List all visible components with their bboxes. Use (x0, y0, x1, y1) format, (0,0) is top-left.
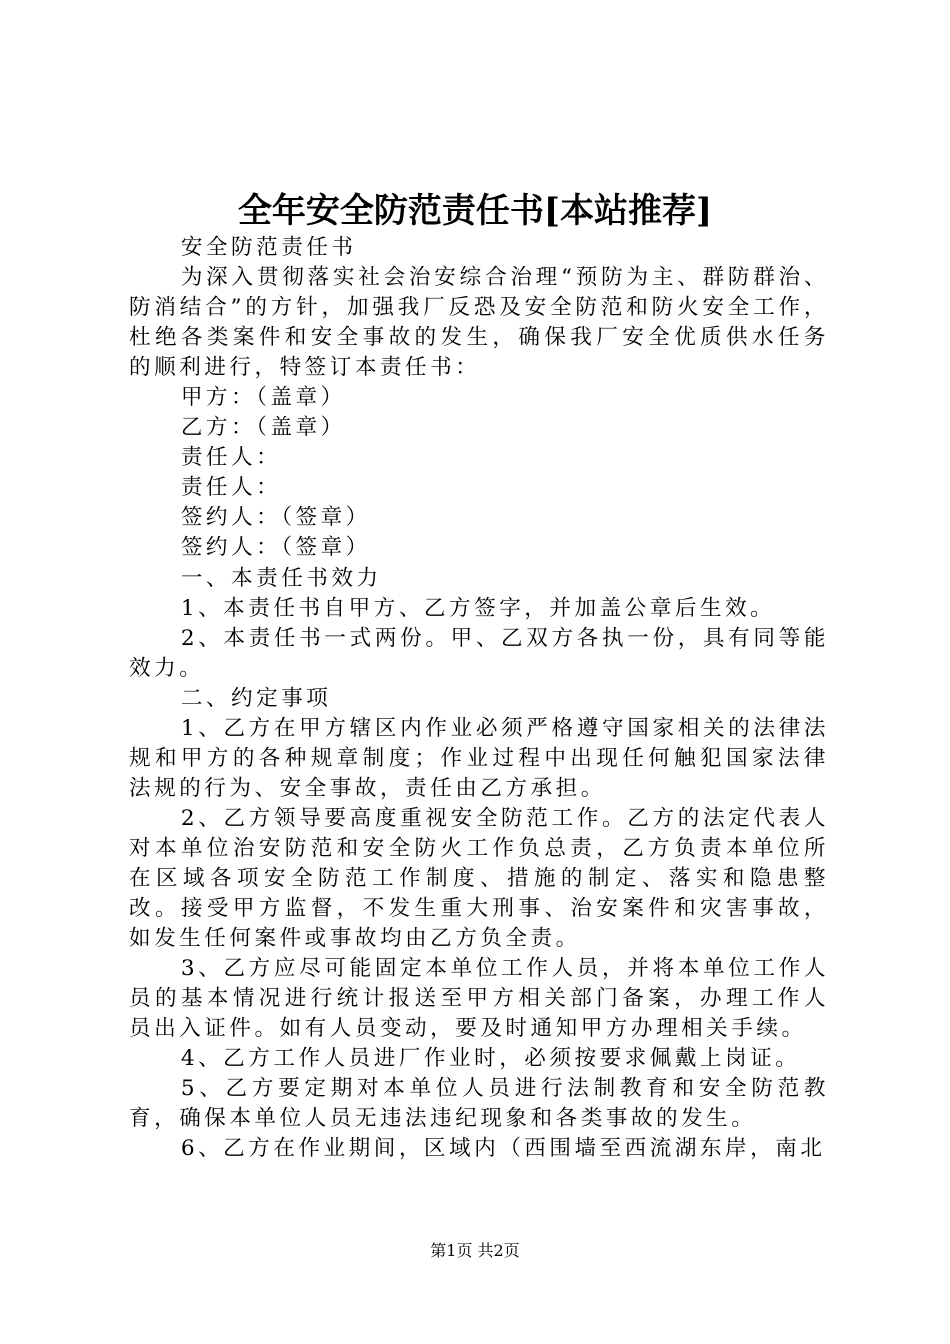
paragraph: 3、乙方应尽可能固定本单位工作人员，并将本单位工作人员的基本情况进行统计报送至甲方相关部门备案，办理工作人员出入证件。如有人员变动，要及时通知甲方办理相关手续。 (129, 956, 829, 1042)
paragraph: 安全防范责任书 (180, 235, 357, 260)
document-title: 全年安全防范责任书[本站推荐] (237, 191, 713, 231)
paragraph: 一、本责任书效力 (180, 565, 382, 591)
paragraph: 2、本责任书一式两份。甲、乙双方各执一份，具有同等能效力。 (129, 625, 829, 681)
paragraph: 6、乙方在作业期间，区域内（西围墙至西流湖东岸，南北 (180, 1136, 826, 1162)
paragraph: 2、乙方领导要高度重视安全防范工作。乙方的法定代表人对本单位治安防范和安全防火工作负总责，乙方负责本单位所在区域各项安全防范工作制度、措施的制定、落实和隐患整改。接受甲方监督，不发生重大刑事、治安案件和灾害事故，如发生任何案件或事故均由乙方负全责。 (129, 805, 829, 952)
paragraph: 责任人： (180, 445, 282, 471)
paragraph: 为深入贯彻落实社会治安综合治理“预防为主、群防群治、防消结合”的方针，加强我厂反恐及安全防范和防火安全工作，杜绝各类案件和安全事故的发生，确保我厂安全优质供水任务的顺利进行，特签订本责任书： (129, 265, 829, 381)
paragraph: 1、乙方在甲方辖区内作业必须严格遵守国家相关的法律法规和甲方的各种规章制度；作业过程中出现任何触犯国家法律法规的行为、安全事故，责任由乙方承担。 (129, 715, 829, 801)
page-footer: 第1页 共2页 (430, 1241, 520, 1260)
document-body (129, 233, 829, 1164)
paragraph: 责任人： (180, 475, 282, 501)
paragraph: 4、乙方工作人员进厂作业时，必须按要求佩戴上岗证。 (180, 1046, 801, 1072)
paragraph: 签约人：（签章） (180, 535, 371, 561)
paragraph: 5、乙方要定期对本单位人员进行法制教育和安全防范教育，确保本单位人员无违法违纪现象和各类事故的发生。 (129, 1076, 829, 1132)
paragraph: 签约人：（签章） (180, 505, 371, 531)
paragraph: 甲方：（盖章） (180, 385, 346, 411)
paragraph: 乙方：（盖章） (180, 415, 346, 441)
paragraph: 1、本责任书自甲方、乙方签字，并加盖公章后生效。 (180, 595, 776, 621)
paragraph: 二、约定事项 (180, 685, 332, 711)
